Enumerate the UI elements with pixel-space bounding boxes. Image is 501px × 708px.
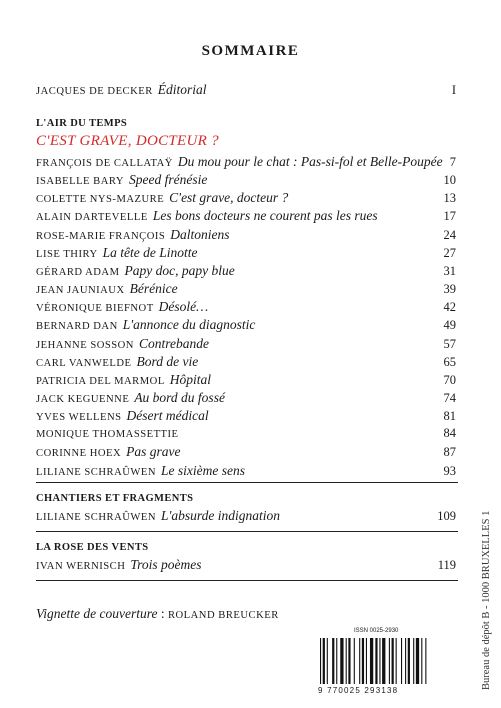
barcode-bar — [392, 638, 394, 684]
toc-entry — [36, 299, 456, 317]
barcode-bar — [413, 638, 414, 684]
toc-page: 31 — [443, 263, 456, 278]
toc-author: JACQUES DE DECKER — [36, 86, 153, 97]
toc-page: 74 — [443, 390, 456, 405]
toc-work: C'est grave, docteur ? — [169, 190, 289, 206]
postal-deposit-text: Bureau de dépôt B - 1000 BRUXELLES 1 — [481, 510, 492, 690]
toc-page: 10 — [443, 173, 456, 188]
toc-work: L'absurde indignation — [161, 508, 281, 523]
toc-page: 84 — [443, 426, 456, 441]
toc-author: BERNARD DAN — [36, 321, 118, 333]
toc-entry — [36, 281, 456, 299]
barcode-bar — [327, 638, 328, 684]
section-theme: C'EST GRAVE, DOCTEUR ? — [36, 133, 219, 149]
barcode-bar — [421, 638, 422, 684]
toc-entry — [36, 508, 456, 526]
barcode-bar — [340, 638, 343, 684]
toc-work: Désolé… — [158, 299, 209, 315]
toc-author: COLETTE NYS-MAZURE — [36, 194, 165, 206]
barcode-bar — [425, 638, 426, 684]
toc-entry — [36, 354, 456, 372]
toc-page: 65 — [443, 354, 456, 369]
toc-entry — [36, 263, 456, 281]
barcode-bar — [401, 638, 402, 684]
toc-page: 87 — [443, 445, 456, 460]
cover-credit — [36, 606, 279, 622]
toc-work: Trois poèmes — [130, 557, 202, 572]
toc-work: Pas grave — [126, 444, 181, 460]
toc-page: 27 — [443, 245, 456, 260]
toc-work: La tête de Linotte — [102, 244, 198, 260]
toc-page: 13 — [443, 191, 456, 206]
toc-page: 49 — [443, 318, 456, 333]
toc-page: I — [451, 83, 456, 97]
barcode-bar — [389, 638, 390, 684]
toc-entry — [36, 426, 456, 444]
toc-author: JEHANNE SOSSON — [36, 339, 134, 351]
toc-work: Daltoniens — [170, 226, 230, 242]
toc-author: CARL VANWELDE — [36, 357, 132, 369]
toc-entry — [36, 154, 456, 172]
section-heading-air-du-temps: L'AIR DU TEMPS — [36, 118, 128, 129]
divider — [36, 580, 458, 581]
barcode-bar — [359, 638, 360, 684]
toc-page: 81 — [443, 409, 456, 424]
toc-work: Le sixième sens — [161, 462, 245, 478]
toc-page: 119 — [437, 558, 456, 572]
cover-separator: : — [157, 606, 168, 621]
barcode-bar — [375, 638, 377, 684]
toc-author: GÉRARD ADAM — [36, 266, 120, 278]
toc-page: 93 — [443, 463, 456, 478]
toc-author: LISE THIRY — [36, 248, 98, 260]
toc-work: Les bons docteurs ne courent pas les rues — [152, 208, 378, 224]
toc-author: LILIANE SCHRAÛWEN — [36, 466, 157, 478]
toc-entry — [36, 317, 456, 335]
toc-author: FRANÇOIS DE CALLATAŸ — [36, 158, 173, 169]
toc-work: Éditorial — [157, 82, 207, 97]
toc-entry — [36, 408, 456, 426]
barcode-bar — [336, 638, 337, 684]
cover-artist: ROLAND BREUCKER — [167, 610, 279, 621]
barcode-bar — [382, 638, 385, 684]
toc-page: 17 — [443, 209, 456, 224]
barcode-bar — [332, 638, 334, 684]
toc-work: Désert médical — [126, 408, 209, 424]
section-heading-chantiers: CHANTIERS ET FRAGMENTS — [36, 493, 194, 504]
toc-entry — [36, 227, 456, 245]
section-heading-rose-des-vents: LA ROSE DES VENTS — [36, 542, 149, 553]
toc-entry — [36, 390, 456, 408]
toc-author: CORINNE HOEX — [36, 448, 122, 460]
toc-author: LILIANE SCHRAÛWEN — [36, 512, 157, 523]
toc-entry — [36, 444, 456, 462]
barcode-bar — [405, 638, 406, 684]
toc-page: 70 — [443, 372, 456, 387]
toc-author: ALAIN DARTEVELLE — [36, 212, 148, 224]
toc-author: YVES WELLENS — [36, 412, 122, 424]
toc-author: ROSE-MARIE FRANÇOIS — [36, 230, 166, 242]
toc-page: 57 — [443, 336, 456, 351]
barcode-bar — [408, 638, 410, 684]
toc-work: Bérénice — [129, 281, 178, 297]
toc-entry — [36, 172, 456, 190]
toc-entry — [36, 190, 456, 208]
toc-work: Bord de vie — [136, 353, 199, 369]
divider — [36, 482, 458, 483]
page-title: SOMMAIRE — [201, 43, 300, 59]
toc-work: Hôpital — [169, 371, 212, 387]
barcode-bar — [370, 638, 373, 684]
toc-entry-editorial — [36, 82, 456, 100]
barcode-bar — [346, 638, 347, 684]
toc-page: 24 — [443, 227, 456, 242]
barcode-bar — [396, 638, 397, 684]
toc-work: Contrebande — [138, 335, 209, 351]
barcode-bar — [348, 638, 350, 684]
toc-work: Speed frénésie — [129, 172, 208, 188]
toc-author: IVAN WERNISCH — [36, 561, 126, 572]
toc-work: Au bord du fossé — [134, 389, 225, 405]
toc-page: 42 — [443, 300, 456, 315]
toc-page: 7 — [449, 155, 456, 169]
toc-work: Papy doc, papy blue — [124, 262, 235, 278]
divider — [36, 531, 458, 532]
toc-author: VÉRONIQUE BIEFNOT — [36, 303, 154, 315]
barcode-number: 9 770025 293138 — [318, 686, 399, 695]
barcode-bar — [323, 638, 325, 684]
toc-entry — [36, 245, 456, 263]
toc-entry — [36, 336, 456, 354]
toc-work: Du mou pour le chat : Pas-si-fol et Belle-Poupée — [177, 154, 443, 169]
toc-page: 39 — [443, 282, 456, 297]
barcode-bar — [354, 638, 355, 684]
toc-author: MONIQUE THOMASSETTIE — [36, 429, 179, 441]
barcode-bar — [379, 638, 380, 684]
barcode-bar — [362, 638, 364, 684]
barcode-block — [306, 628, 466, 698]
barcode-image — [318, 638, 464, 686]
toc-work: L'annonce du diagnostic — [122, 317, 256, 333]
cover-label: Vignette de couverture — [36, 606, 158, 621]
toc-author: JEAN JAUNIAUX — [36, 285, 125, 297]
toc-entry — [36, 208, 456, 226]
toc-author: ISABELLE BARY — [36, 176, 125, 188]
toc-author: JACK KEGUENNE — [36, 393, 130, 405]
barcode-bar — [320, 638, 321, 684]
toc-entry — [36, 557, 456, 575]
toc-author: PATRICIA DEL MARMOL — [36, 375, 165, 387]
barcode-bar — [366, 638, 367, 684]
toc-entry — [36, 372, 456, 390]
toc-entry — [36, 463, 456, 481]
barcode-bar — [416, 638, 419, 684]
toc-page: 109 — [437, 509, 456, 523]
issn-label: ISSN 0025-2930 — [354, 628, 399, 634]
